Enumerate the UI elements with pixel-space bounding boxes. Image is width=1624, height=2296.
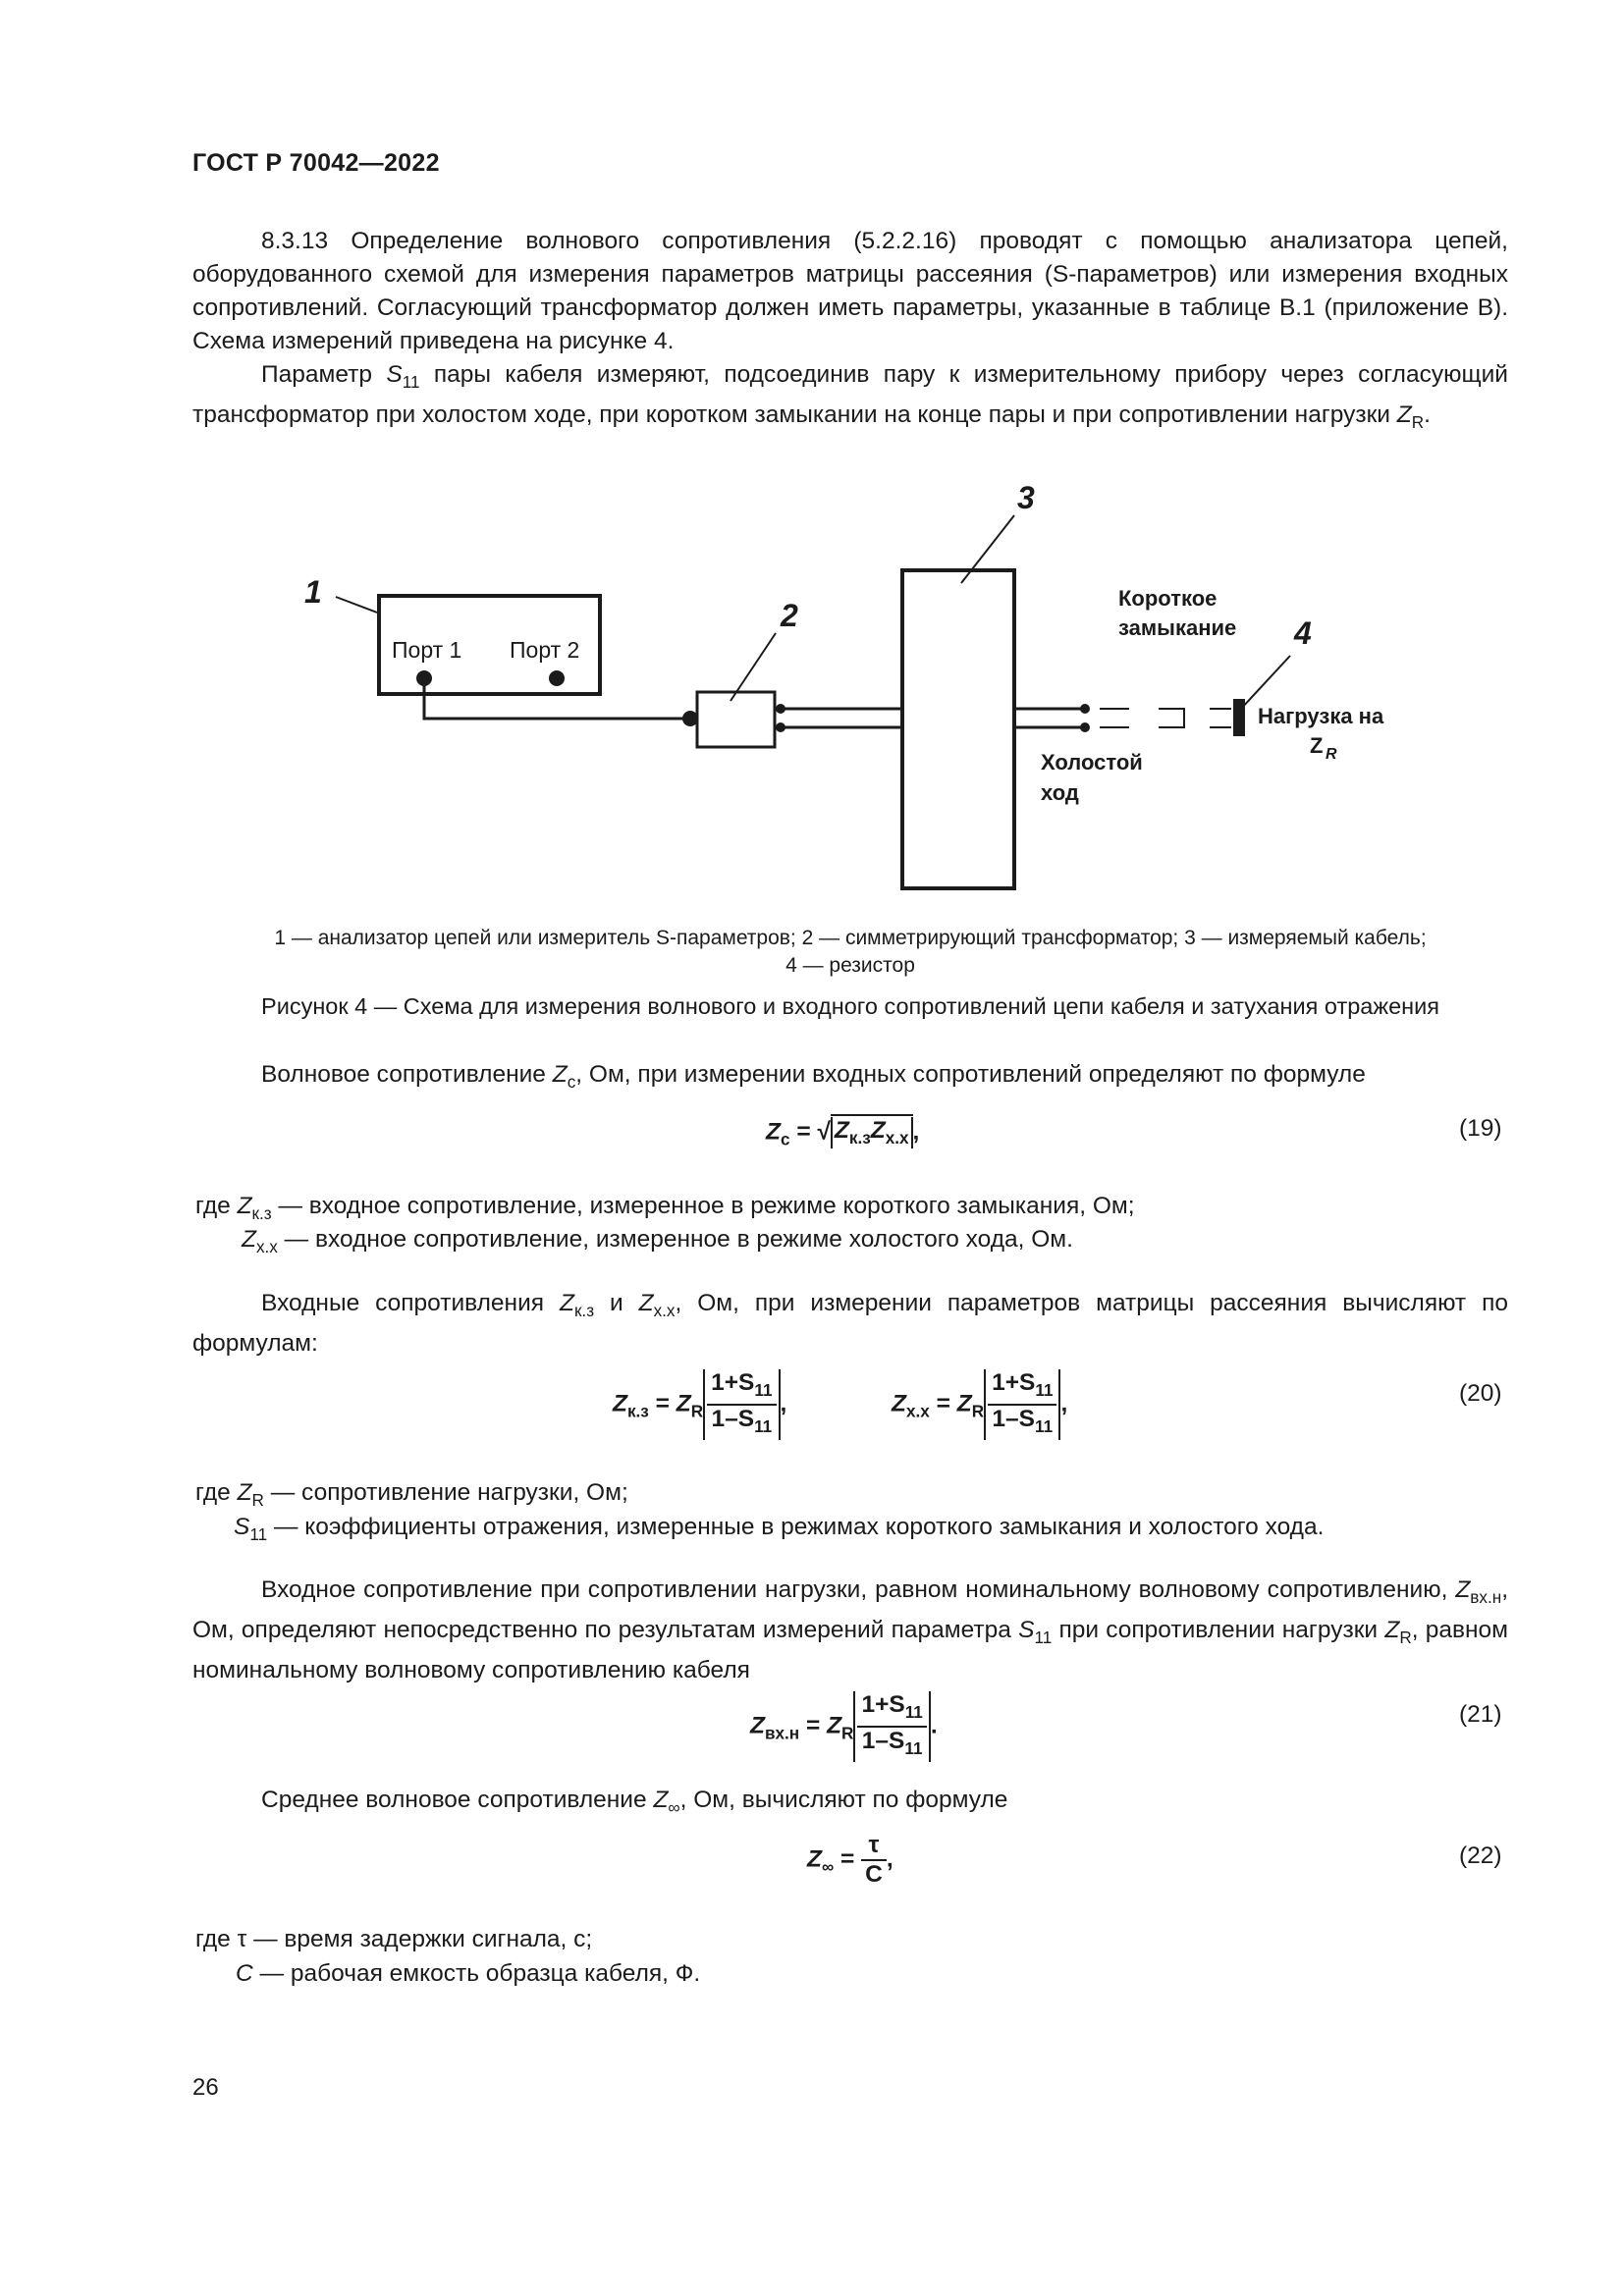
subscript: к.з [251,1202,272,1223]
equation-20-number: (20) [1459,1380,1502,1407]
numerator [988,1369,1056,1406]
den-text: 1–S [861,1727,905,1754]
page-number: 26 [192,2074,219,2101]
symbol-z: Z [638,1290,654,1316]
numerator [707,1369,776,1406]
subscript: ∞ [668,1796,680,1817]
denominator [988,1406,1056,1440]
equation-22 [807,1832,893,1889]
resistor-4 [1233,699,1245,736]
eq-symbol: Z [956,1390,972,1417]
num-sub: 11 [1035,1379,1054,1400]
sqrt-body [831,1114,913,1148]
eq-symbol: Z [807,1845,822,1873]
label-load-sub: R [1326,746,1337,763]
equation-19-number: (19) [1459,1115,1502,1142]
leader-3 [961,515,1014,583]
eq-sep: , [780,1390,787,1417]
eq-tail: , [912,1118,920,1146]
transformer-input-terminal [682,711,698,726]
where-22-line-2 [236,1957,700,1991]
eq-subscript: R [690,1401,704,1421]
legend-line-1: 1 — анализатор цепей или измеритель S-параметров; 2 — симметрирующий трансформатор; 3 — измеряемый кабель; [274,927,1427,949]
leader-1 [336,597,377,613]
subscript: к.з [573,1300,595,1320]
figure-4-diagram [0,461,1624,913]
symbol-z: Z [1455,1576,1471,1603]
eq-subscript: х.х [905,1401,930,1421]
sqrt-sign: √ [817,1118,831,1146]
eq-sign: = [834,1845,862,1873]
document-header: ГОСТ Р 70042—2022 [192,149,440,177]
subscript: R [1411,411,1425,432]
eq-sign: = [799,1712,828,1739]
cable-out-b [1080,722,1090,732]
eq-subscript: c [780,1129,790,1149]
den-sub: 11 [754,1415,773,1436]
symbol-c: C [236,1960,253,1987]
paragraph-input-impedances [192,1287,1508,1361]
symbol-z: Z [242,1226,256,1253]
eq-subscript: вх.н [764,1723,800,1743]
denominator: C [865,1861,883,1888]
num-sub: 11 [904,1701,923,1722]
figure-title: Рисунок 4 — Схема для измерения волнового и входного сопротивлений цепи кабеля и затухания отражения [261,993,1439,1019]
symbol-z: Z [552,1061,568,1088]
abs-value [831,1117,913,1148]
eq-tail: , [886,1845,893,1873]
symbol-z: Z [653,1787,669,1813]
eq-subscript: R [971,1401,985,1421]
eq-tail: , [1060,1390,1068,1417]
subscript: вх.н [1470,1586,1502,1607]
den-sub: 11 [1035,1415,1054,1436]
symbol-z: Z [237,1479,252,1506]
fraction [861,1832,887,1889]
label-load-z: Z [1310,733,1324,758]
label-port1: Порт 1 [392,637,462,663]
num-text: 1+S [861,1691,905,1718]
num-text: 1+S [711,1369,755,1396]
symbol-z: Z [1384,1616,1400,1643]
paragraph-z-inf [261,1784,1007,1824]
transformer-out-a [776,704,785,714]
fraction [988,1369,1056,1440]
symbol-s: S [1018,1616,1035,1643]
eq-subscript: к.з [848,1127,871,1148]
callout-1: 1 [304,574,322,610]
eq-subscript: к.з [626,1401,649,1421]
paragraph-8-3-13: 8.3.13 Определение волнового сопротивления (5.2.2.16) проводят с помощью анализатора цепей, оборудованного схемой для измерения параметров матрицы рассеяния (S-параметров) или измерения входных сопротивлений. Согласующий трансформатор должен иметь параметры, указанные в таблице В.1 (приложение В). Схема измерений приведена на рисунке 4. [192,228,1508,354]
text: пары кабеля измеряют, подсоединив пару к измерительному прибору через согласующий трансформатор при холостом ходе, при коротком замыкании на конце пары и при сопротивлении нагрузки [192,361,1508,428]
text: — время задержки сигнала, с; [246,1926,593,1952]
subscript: 11 [249,1523,268,1544]
callout-4: 4 [1294,615,1312,651]
denominator [707,1406,776,1440]
numerator: τ [861,1832,887,1861]
equation-20 [613,1369,786,1440]
symbol-z: Z [559,1290,574,1316]
label-short-2: замыкание [1118,615,1237,640]
text: — коэффициенты отражения, измеренные в режимах короткого замыкания и холостого хода. [267,1514,1325,1540]
label-open-2: ход [1041,780,1079,805]
numerator [857,1691,926,1728]
eq-subscript: х.х [885,1127,909,1148]
eq-subscript: ∞ [821,1856,835,1877]
subscript: 11 [402,371,420,392]
text: Среднее волновое сопротивление [261,1787,654,1813]
paragraph-s11 [192,358,1508,439]
abs-fraction [984,1369,1060,1440]
symbol-tau: τ [237,1926,247,1952]
subscript: 11 [1034,1627,1053,1647]
port1-terminal [416,670,432,686]
port2-terminal [549,670,565,686]
symbol-s: S [386,361,403,388]
eq-tail: . [930,1712,938,1739]
text: — сопротивление нагрузки, Ом; [263,1479,628,1506]
eq-symbol: Z [613,1390,627,1417]
eq-subscript: R [841,1723,854,1743]
text: — рабочая емкость образца кабеля, Ф. [252,1960,701,1987]
equation-21 [750,1691,938,1762]
den-text: 1–S [711,1405,755,1432]
where-22-line-1 [195,1923,592,1956]
text: , Ом, вычисляют по формуле [679,1787,1008,1813]
text: где [195,1193,238,1219]
eq-sign: = [648,1390,677,1417]
text: , равном номинальному волновому сопротивлению кабеля [192,1616,1508,1683]
text: при сопротивлении нагрузки [1052,1616,1385,1643]
fraction [857,1691,926,1762]
equation-21-number: (21) [1459,1701,1502,1728]
eq-symbol: Z [870,1117,886,1144]
equation-19 [766,1114,919,1149]
transformer-out-b [776,722,785,732]
where-20-line-2 [234,1511,1324,1551]
text: Входные сопротивления [261,1290,560,1316]
text: и [594,1290,639,1316]
text: , Ом, при измерении параметров матрицы рассеяния вычисляют по формулам: [192,1290,1508,1357]
eq-symbol: Z [766,1118,781,1146]
subscript: R [1399,1627,1412,1647]
where-19-line-2 [242,1223,1073,1263]
eq-sign: = [789,1118,818,1146]
short-bracket [1159,709,1184,727]
eq-symbol: Z [750,1712,765,1739]
symbol-s: S [234,1514,250,1540]
text: где [195,1479,238,1506]
legend-line-2: 4 — резистор [785,954,915,977]
cable-box [902,570,1014,888]
label-short-1: Короткое [1118,586,1218,611]
figure-legend [192,925,1508,980]
subscript: c [567,1071,576,1092]
eq-symbol: Z [834,1117,849,1144]
subscript: R [251,1489,264,1510]
eq-sign: = [929,1390,957,1417]
leader-4 [1241,656,1290,709]
callout-2: 2 [781,598,798,633]
eq-symbol: Z [892,1390,906,1417]
den-sub: 11 [904,1737,923,1758]
eq-symbol: Z [827,1712,842,1739]
num-sub: 11 [754,1379,773,1400]
fraction [707,1369,776,1440]
text: , Ом, при измерении входных сопротивлений определяют по формуле [575,1061,1366,1088]
num-text: 1+S [992,1369,1036,1396]
label-load-1: Нагрузка на [1258,704,1384,728]
subscript: х.х [255,1236,278,1256]
label-open-1: Холостой [1041,750,1143,774]
text: — входное сопротивление, измеренное в режиме короткого замыкания, Ом; [271,1193,1135,1219]
symbol-z: Z [237,1193,252,1219]
equation-22-number: (22) [1459,1842,1502,1869]
denominator [857,1728,926,1762]
symbol-z: Z [1396,400,1412,428]
text: Волновое сопротивление [261,1061,553,1088]
text: . [1424,400,1431,428]
text: — входное сопротивление, измеренное в режиме холостого хода, Ом. [277,1226,1073,1253]
den-text: 1–S [992,1405,1036,1432]
equation-20-second [892,1369,1067,1440]
cable-out-a [1080,704,1090,714]
text: где [195,1926,238,1952]
text: , Ом, определяют непосредственно по результатам измерений параметра [192,1576,1508,1643]
eq-symbol: Z [676,1390,691,1417]
label-port2: Порт 2 [510,637,580,663]
abs-fraction [853,1691,930,1762]
callout-3: 3 [1017,480,1035,515]
text: Входное сопротивление при сопротивлении нагрузки, равном номинальному волновому сопротивлению, [261,1576,1456,1603]
abs-fraction [703,1369,780,1440]
paragraph-zvx [192,1574,1508,1687]
transformer-box [697,692,775,747]
paragraph-zc [261,1058,1366,1098]
text: Параметр [261,361,387,388]
subscript: х.х [653,1300,676,1320]
